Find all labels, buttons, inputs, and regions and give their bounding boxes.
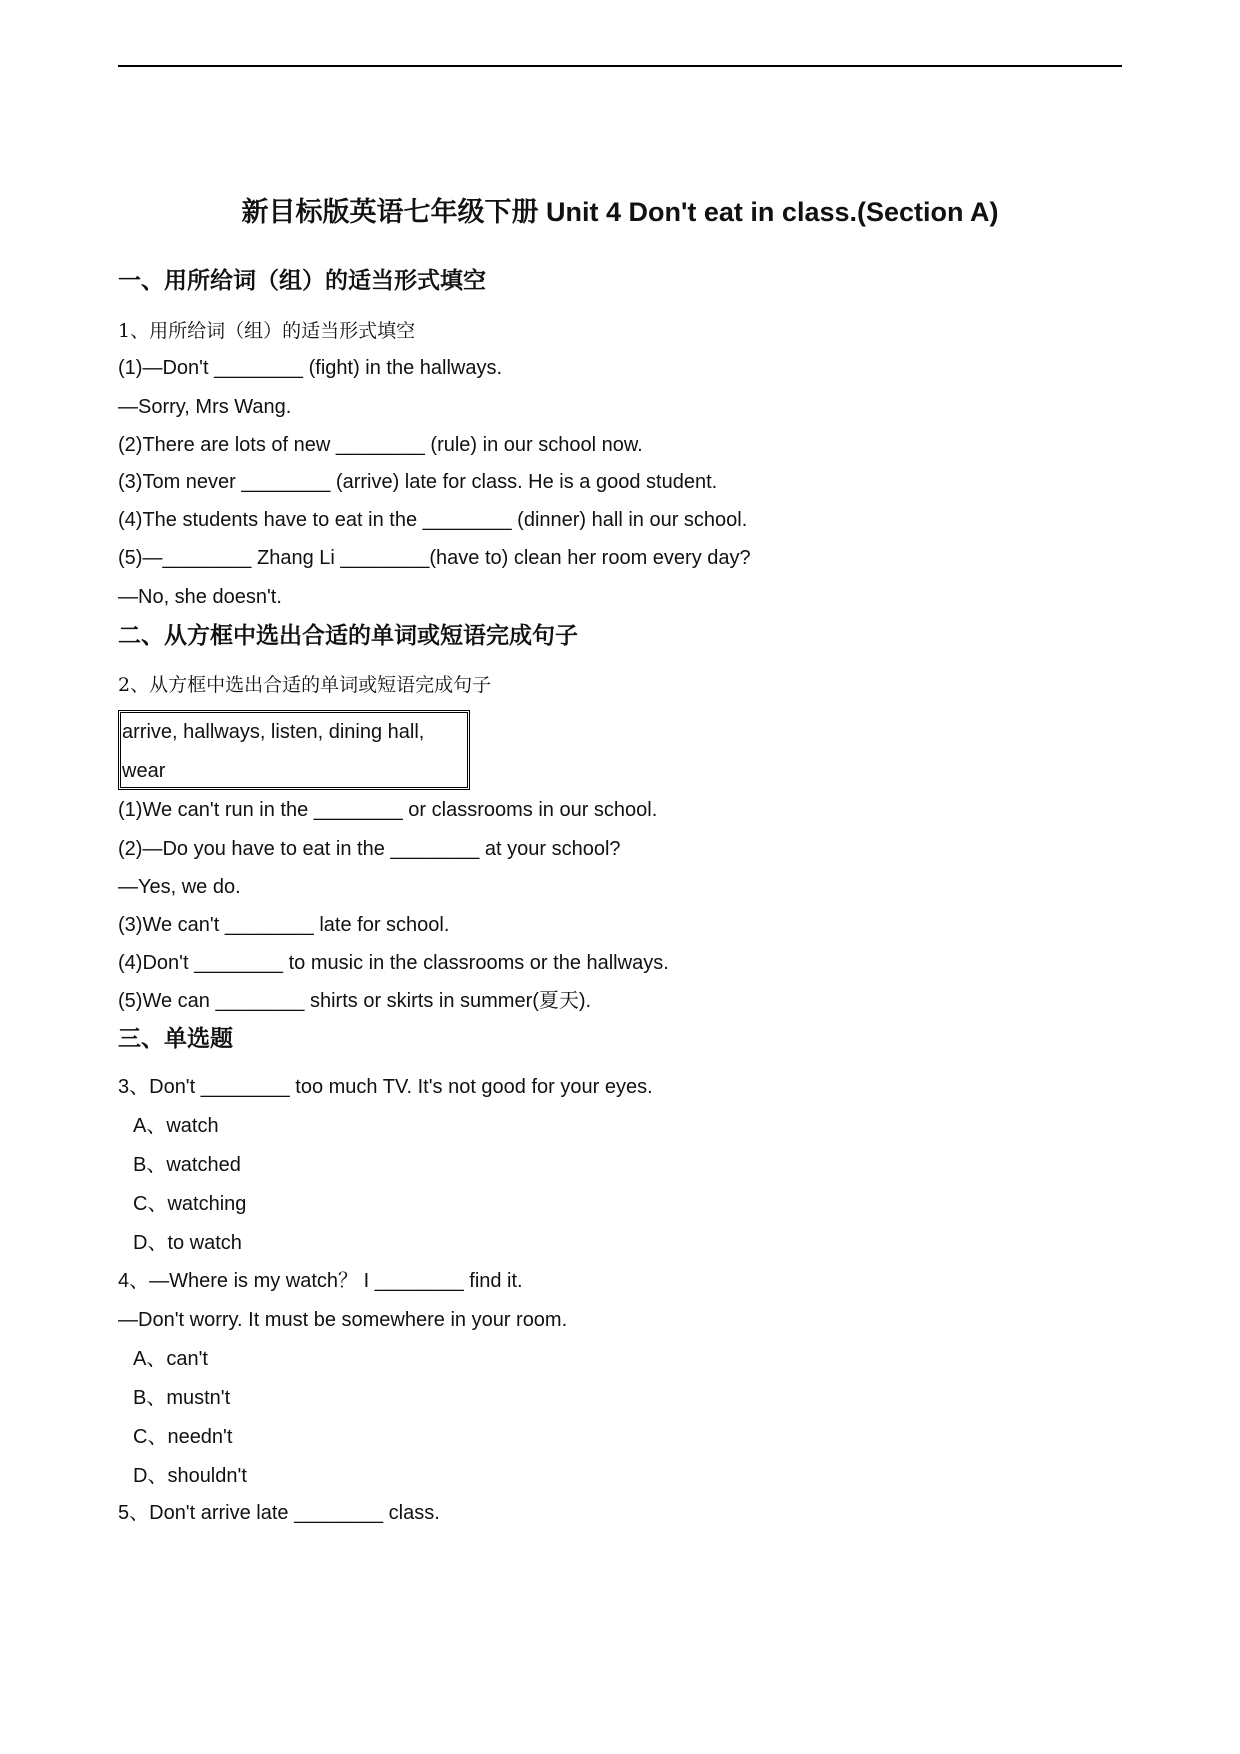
question-3-option-d: D、to watch bbox=[133, 1232, 242, 1254]
question-1-line-7: —No, she doesn't. bbox=[118, 586, 282, 608]
question-4-option-b: B、mustn't bbox=[133, 1387, 231, 1409]
question-1-line-3: (2)There are lots of new ________ (rule) in our school now. bbox=[118, 434, 643, 456]
section-heading-1: 一、用所给词（组）的适当形式填空 bbox=[118, 267, 486, 293]
question-2-line-1: (1)We can't run in the ________ or classrooms in our school. bbox=[118, 799, 658, 821]
question-2-line-6: (5)We can ________ shirts or skirts in summer(夏天). bbox=[118, 990, 592, 1012]
question-1-line-2: —Sorry, Mrs Wang. bbox=[118, 396, 292, 418]
section-heading-3: 三、单选题 bbox=[118, 1025, 233, 1051]
question-4-option-d: D、shouldn't bbox=[133, 1465, 247, 1487]
question-1-label: 1、用所给词（组）的适当形式填空 bbox=[118, 320, 416, 342]
question-1-line-6: (5)—________ Zhang Li ________(have to) clean her room every day? bbox=[118, 547, 751, 569]
question-1-line-1: (1)—Don't ________ (fight) in the hallways. bbox=[118, 357, 503, 379]
question-4-option-c: C、needn't bbox=[133, 1426, 233, 1448]
question-4-stem: 4、—Where is my watch？ I ________ find it. bbox=[118, 1270, 523, 1292]
question-3-option-b: B、watched bbox=[133, 1154, 241, 1176]
question-3-option-a: A、watch bbox=[133, 1115, 219, 1137]
question-1-line-4: (3)Tom never ________ (arrive) late for class. He is a good student. bbox=[118, 471, 718, 493]
question-3-stem: 3、Don't ________ too much TV. It's not good for your eyes. bbox=[118, 1076, 653, 1098]
question-5-stem: 5、Don't arrive late ________ class. bbox=[118, 1502, 440, 1524]
question-4-stem-2: —Don't worry. It must be somewhere in your room. bbox=[118, 1309, 568, 1331]
question-2-line-3: —Yes, we do. bbox=[118, 876, 241, 898]
section-heading-2: 二、从方框中选出合适的单词或短语完成句子 bbox=[118, 622, 578, 648]
word-box: arrive, hallways, listen, dining hall, wear bbox=[118, 710, 470, 790]
question-4-option-a: A、can't bbox=[133, 1348, 208, 1370]
question-2-line-4: (3)We can't ________ late for school. bbox=[118, 914, 450, 936]
question-2-line-2: (2)—Do you have to eat in the ________ at your school? bbox=[118, 838, 621, 860]
document-title: 新目标版英语七年级下册 Unit 4 Don't eat in class.(Section A) bbox=[241, 197, 999, 227]
question-3-option-c: C、watching bbox=[133, 1193, 247, 1215]
question-1-line-5: (4)The students have to eat in the ________ (dinner) hall in our school. bbox=[118, 509, 748, 531]
question-2-line-5: (4)Don't ________ to music in the classrooms or the hallways. bbox=[118, 952, 669, 974]
question-2-label: 2、从方框中选出合适的单词或短语完成句子 bbox=[118, 674, 492, 696]
header-rule bbox=[118, 65, 1122, 67]
